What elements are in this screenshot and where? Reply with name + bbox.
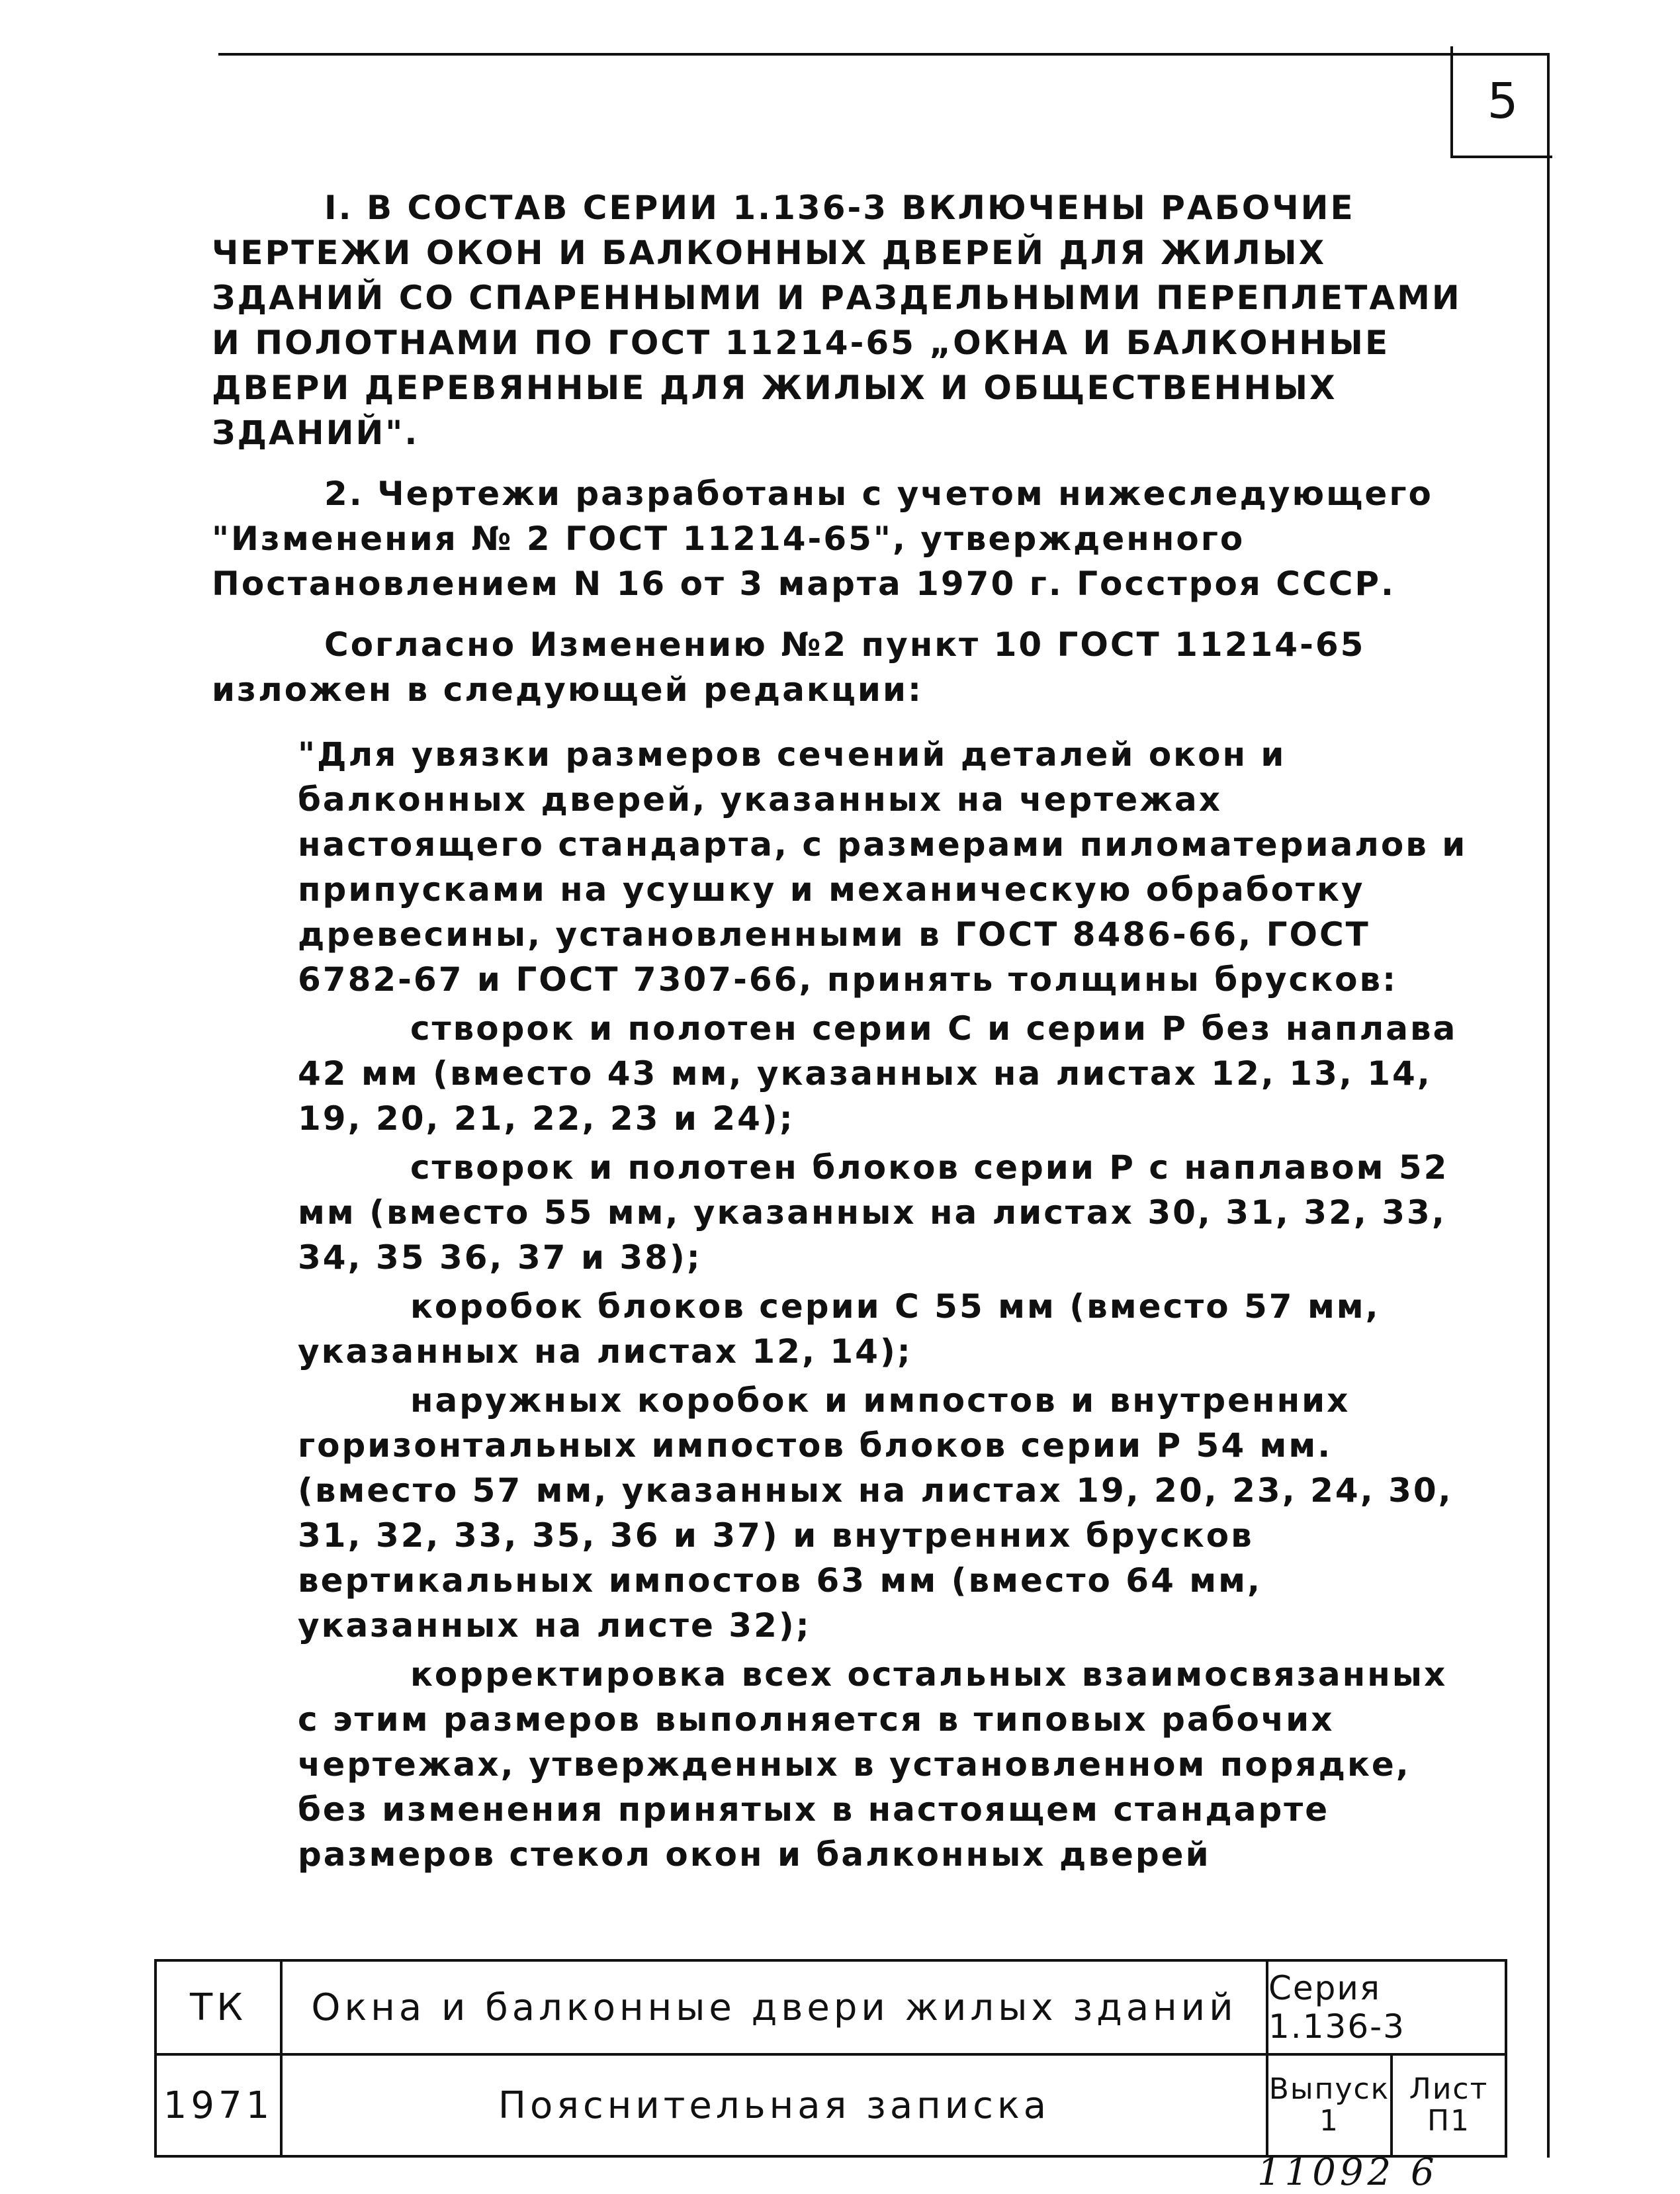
stamp-year: 1971: [163, 2083, 274, 2127]
stamp-sheet-label: Лист: [1409, 2072, 1489, 2106]
stamp-sheet: [1393, 2056, 1505, 2155]
page-number: 5: [1450, 46, 1552, 158]
quote-item-2: створок и полотен блоков серии Р с наплавом 52 мм (вместо 55 мм, указанных на листах 30, 31, 32, 33, 34, 35 36, 37 и 38);: [298, 1148, 1449, 1277]
stamp-issue-value: 1: [1319, 2104, 1339, 2138]
right-border-line: [1547, 53, 1550, 2158]
title-block: [154, 1959, 1507, 2158]
stamp-line-right: [1505, 1959, 1507, 2158]
quote-lead: "Для увязки размеров сечений деталей окон и балконных дверей, указанных на чертежах настоящего стандарта, с размерами пиломатериалов и припусками на усушку и механическую обработку древесины, установленными в ГОСТ 8486-66, ГОСТ 6782-67 и ГОСТ 7307-66, принять толщины брусков:: [298, 735, 1468, 999]
stamp-series: Серия 1.136-3: [1268, 1969, 1405, 2046]
stamp-sheet-value: П1: [1427, 2104, 1471, 2138]
quoted-amendment: [298, 732, 1469, 1877]
paragraph-3: Согласно Изменению №2 пункт 10 ГОСТ 11214-65 изложен в следующей редакции:: [212, 625, 1366, 709]
handwritten-note: 11092 6: [1257, 2151, 1438, 2194]
stamp-org: ТК: [190, 1986, 247, 2029]
stamp-issue: [1268, 2056, 1390, 2155]
quote-item-1: створок и полотен серии С и серии Р без наплава 42 мм (вместо 43 мм, указанных на листах 12, 13, 14, 19, 20, 21, 22, 23 и 24);: [298, 1009, 1458, 1138]
stamp-title: Окна и балконные двери жилых зданий: [311, 1986, 1237, 2029]
paragraph-1: I. В СОСТАВ СЕРИИ 1.136-3 ВКЛЮЧЕНЫ РАБОЧИЕ ЧЕРТЕЖИ ОКОН И БАЛКОННЫХ ДВЕРЕЙ ДЛЯ ЖИЛЫХ ЗДАНИЙ СО СПАРЕННЫМИ И РАЗДЕЛЬНЫМИ ПЕРЕПЛЕТАМИ И ПОЛОТНАМИ ПО ГОСТ 11214-65 „ОКНА И БАЛКОННЫЕ ДВЕРИ ДЕРЕВЯННЫЕ ДЛЯ ЖИЛЫХ И ОБЩЕСТВЕННЫХ ЗДАНИЙ".: [212, 189, 1462, 452]
quote-item-3: коробок блоков серии С 55 мм (вместо 57 мм, указанных на листах 12, 14);: [298, 1287, 1380, 1371]
paragraph-2: 2. Чертежи разработаны с учетом нижеследующего "Изменения № 2 ГОСТ 11214-65", утвержденного Постановлением N 16 от 3 марта 1970 г. Госстроя СССР.: [212, 475, 1433, 603]
top-border-line: [218, 53, 1550, 56]
stamp-subtitle: Пояснительная записка: [498, 2083, 1051, 2127]
body-text: [212, 185, 1469, 1881]
stamp-issue-label: Выпуск: [1268, 2072, 1390, 2106]
quote-item-5: корректировка всех остальных взаимосвязанных с этим размеров выполняется в типовых рабочих чертежах, утвержденных в установленном порядке, без изменения принятых в настоящем стандарте размеров стекол окон и балконных дверей: [298, 1655, 1448, 1874]
quote-item-4: наружных коробок и импостов и внутренних горизонтальных импостов блоков серии Р 54 мм. (вместо 57 мм, указанных на листах 19, 20, 23, 24, 30, 31, 32, 33, 35, 36 и 37) и внутренних брусков вертикальных импостов 63 мм (вместо 64 мм, указанных на листе 32);: [298, 1381, 1453, 1645]
